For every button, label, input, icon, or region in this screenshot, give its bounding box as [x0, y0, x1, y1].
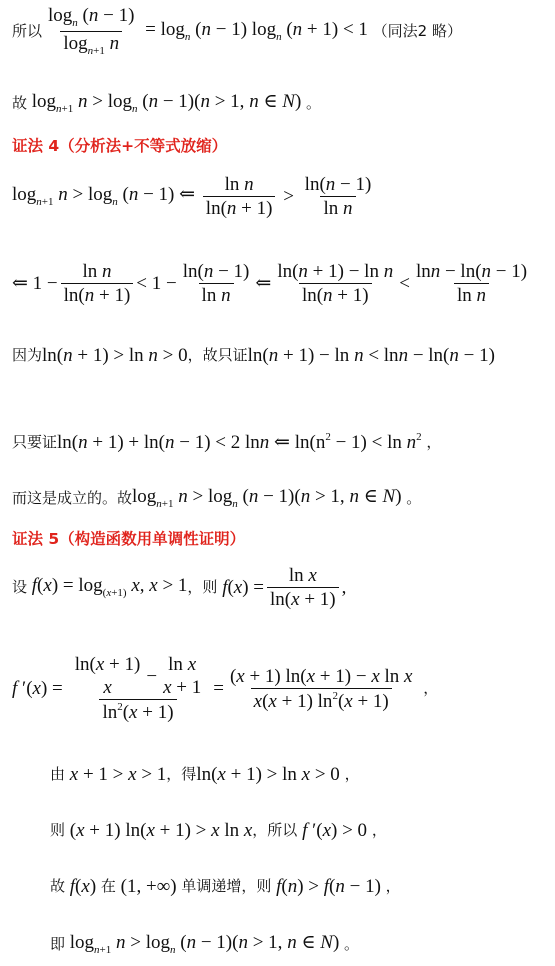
line-11: 则 (x + 1) ln(x + 1) > x ln x ，所以 f ′(x) > 0 ， [50, 820, 387, 841]
fraction-a: $\frac{\text{ln n}}{\ln(n + 1)}$ [203, 175, 276, 218]
fraction-log-ratio: $\frac{\log_n (n - 1)}{\log_{n+1} n}$ [48, 5, 135, 57]
fraction-fx: $\frac{\text{ln x}}{\ln(x + 1)}$ [267, 566, 339, 609]
line-6: 只要证 ln(n + 1) + ln(n − 1) < 2 lnn ⇐ $\ln(n^2 - 1) < \ln n^2$ ， [12, 431, 442, 453]
line-5: 因为 ln(n + 1) > ln n > 0 ，故只证 ln(n + 1) − ln n < lnn − ln(n − 1) [12, 345, 495, 366]
line-1-prefix: 所以 [12, 22, 43, 40]
line-11-prefix: 则 [50, 821, 66, 839]
line-2-prefix: 故 [12, 94, 28, 112]
line-8-mid: ，则 [187, 578, 218, 596]
fraction-derivative-big: ln(x + 1) x − ln x x + 1 $\ln^2(x + 1)$ [74, 654, 202, 723]
fraction-c: $\frac{\text{ln n}}{\ln(n + 1)}$ [61, 262, 134, 305]
line-12-mid1: 在 [100, 877, 116, 895]
line-9: f ′(x) = ln(x + 1) x − ln x x + 1 $\ln^2(x + 1)$ = $\frac{\text{(x + 1) ln(x + 1) − x ln x}}{x(x + 1) \ln^2(x + 1)}$ ， [12, 654, 439, 723]
line-5-prefix: 因为 [12, 346, 43, 364]
line-3: $\log_{n+1} n > \log_n (n - 1)$ ⇐ $\frac{\text{ln n}}{\ln(n + 1)}$ > $\frac{\ln(n - 1)}{\text{ln n}}$ [12, 175, 377, 218]
line-12-prefix: 故 [50, 877, 66, 895]
line-12: 故 f(x) 在 (1, +∞) 单调递增，则 f(n) > f(n − 1) ， [50, 876, 401, 897]
line-10-prefix: 由 [50, 765, 66, 783]
line-5-mid: ，故只证 [187, 346, 248, 364]
line-6-prefix: 只要证 [12, 432, 58, 451]
fraction-b: $\frac{\ln(n - 1)}{\text{ln n}}$ [304, 174, 372, 219]
line-7-prefix: 而这是成立的。故 [12, 489, 133, 507]
line-12-mid2: 单调递增，则 [181, 877, 272, 895]
fraction-f: $\frac{\ln n - \ln(n - 1)}{\text{ln n}}$ [415, 261, 528, 306]
line-1: 所以 $\frac{\log_n (n - 1)}{\log_{n+1} n}$ = $\log_n (n - 1)$ $\log_n (n + 1) < 1$ （同法2 略） [12, 5, 462, 57]
line-8: 设 $f(x) = \log_{(x+1)} x$, x > 1 ，则 f(x) = $\frac{\text{ln x}}{\ln(x + 1)}$ , [12, 565, 347, 610]
line-4: ⇐ 1 − $\frac{\text{ln n}}{\ln(n + 1)}$ < 1 − $\frac{\ln(n - 1)}{\text{ln n}}$ ⇐ $\frac{\text{ln(n + 1) − ln n}}{\ln(n + 1)}$ < $\frac{\ln n - \ln(n - 1)}{\text{ln n}}$ [12, 262, 533, 305]
fraction-derivative-simplified: $\frac{\text{(x + 1) ln(x + 1) − x ln x}}{x(x + 1) \ln^2(x + 1)}$ [229, 665, 413, 712]
heading-proof-4: 证法 4（分析法+不等式放缩） [12, 137, 228, 155]
line-8-prefix: 设 [12, 578, 28, 596]
line-1-note: （同法2 略） [372, 22, 462, 40]
line-2: 故 $\log_{n+1} n > \log_n (n - 1)(n > 1$, n ∈ N) 。 [12, 91, 322, 115]
line-10-mid: ，得 [166, 765, 197, 783]
line-7: 而这是成立的。故 $\log_{n+1} n > \log_n (n - 1)(n > 1$, n ∈ N) 。 [12, 486, 422, 510]
line-13-prefix: 即 [50, 935, 66, 953]
line-13: 即 $\log_{n+1} n > \log_n (n - 1)(n > 1$, n ∈ N) 。 [50, 932, 360, 956]
fraction-e: $\frac{\text{ln(n + 1) − ln n}}{\ln(n + 1)}$ [277, 261, 394, 306]
line-10: 由 x + 1 > x > 1 ，得 ln(x + 1) > ln x > 0 ， [50, 764, 360, 785]
heading-proof-5: 证法 5（构造函数用单调性证明） [12, 530, 246, 548]
line-11-mid: ，所以 [252, 821, 298, 839]
fraction-d: $\frac{\ln(n - 1)}{\text{ln n}}$ [182, 261, 250, 306]
